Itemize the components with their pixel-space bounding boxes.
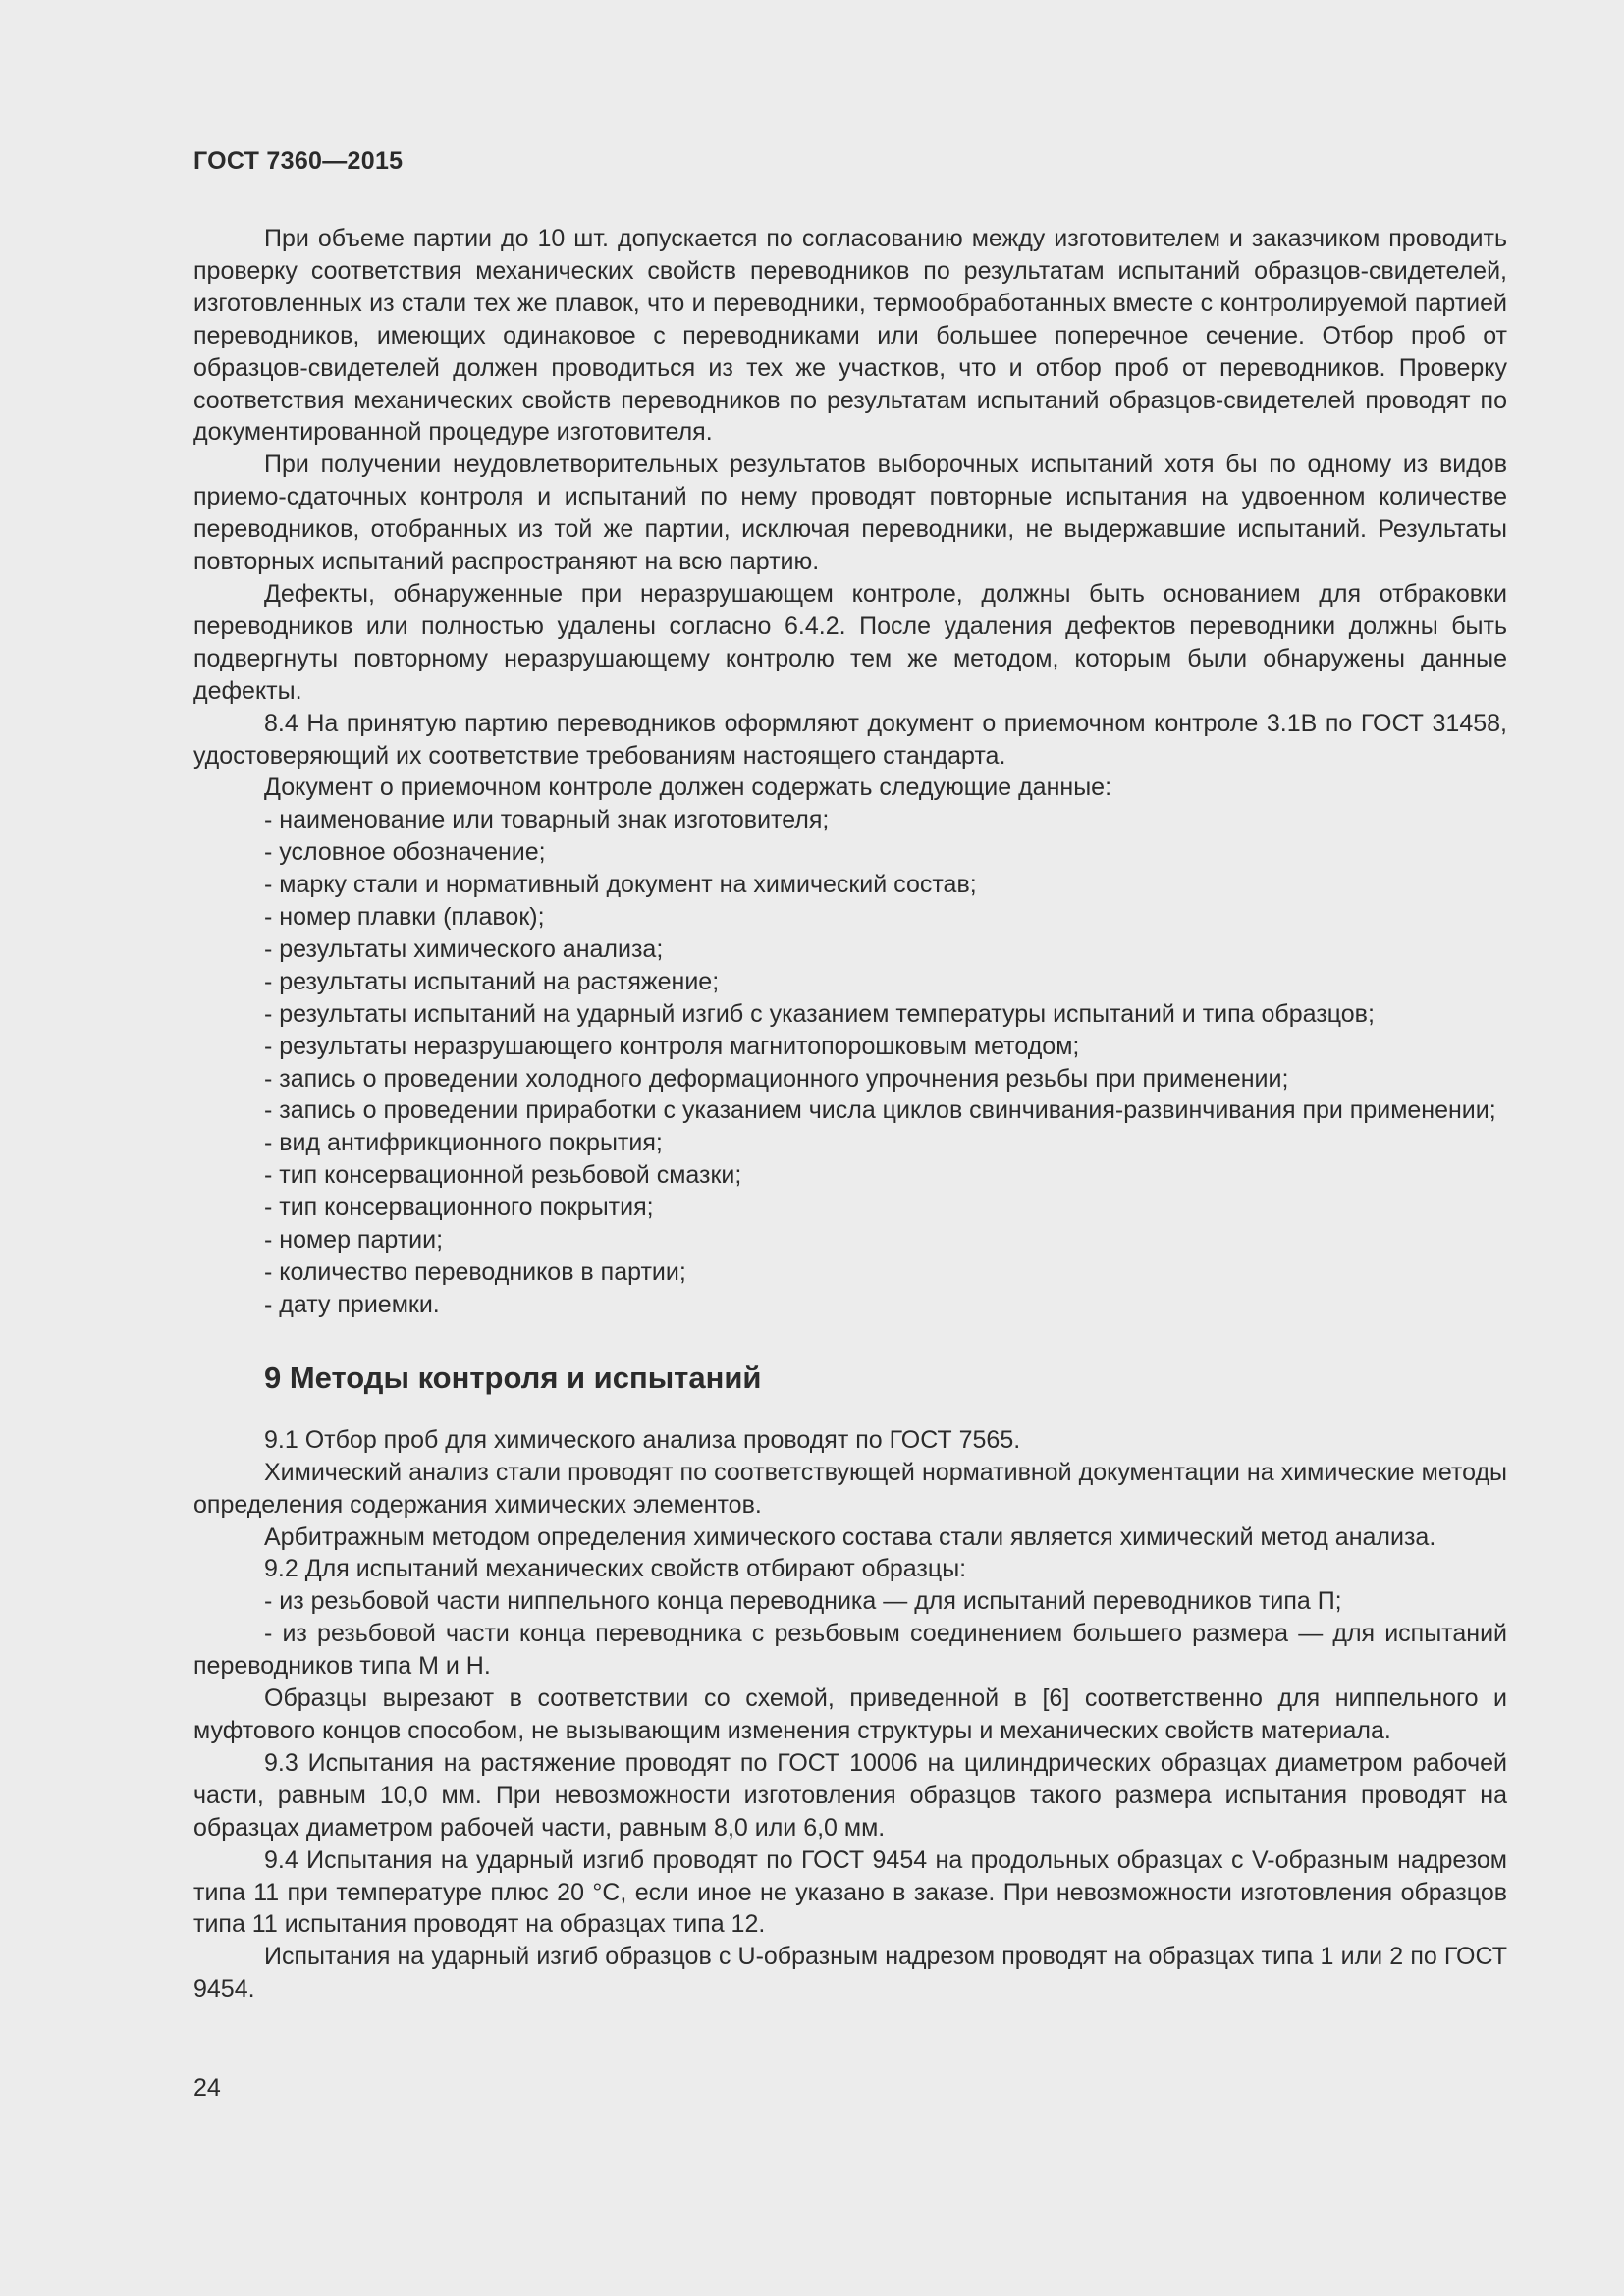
page-body xyxy=(193,223,1507,2005)
list-item: - из резьбовой части конца переводника с резьбовым соединением большего размера — для испытаний переводников типа М и Н. xyxy=(193,1620,1507,1681)
list-item: - марку стали и нормативный документ на химический состав; xyxy=(264,871,977,899)
list-item: - результаты неразрушающего контроля магнитопорошковым методом; xyxy=(264,1032,1080,1060)
page-number: 24 xyxy=(193,2074,221,2102)
paragraph-9-3: 9.3 Испытания на растяжение проводят по ГОСТ 10006 на цилиндрических образцах диаметром рабочей части, равным 10,0 мм. При невозможности изготовления образцов такого размера испытания проводят на образцах диаметром рабочей части, равным 8,0 или 6,0 мм. xyxy=(193,1748,1507,1842)
paragraph-9-2: 9.2 Для испытаний механических свойств отбирают образцы: xyxy=(264,1555,967,1583)
list-item: - результаты химического анализа; xyxy=(264,934,664,963)
list-item: - из резьбовой части ниппельного конца переводника — для испытаний переводников типа П; xyxy=(264,1587,1342,1616)
paragraph-witness-samples: При объеме партии до 10 шт. допускается по согласованию между изготовителем и заказчиком проводить проверку соответствия механических свойств переводников по результатам испытаний образцов-свидетелей, изготовленных из стали тех же плавок, что и переводники, термообработанных вместе с контролируемой партией переводников, имеющих одинаковое с переводниками или большее поперечное сечение. Отбор проб от образцов-свидетелей должен проводиться из тех же участков, что и отбор проб от переводников. Проверку соответствия механических свойств переводников по результатам испытаний образцов-свидетелей проводят по документированной процедуре изготовителя. xyxy=(193,225,1507,447)
paragraph-chemical-analysis: Химический анализ стали проводят по соответствующей нормативной документации на химические методы определения содержания химических элементов. xyxy=(193,1458,1507,1519)
list-item: - результаты испытаний на растяжение; xyxy=(264,967,720,995)
list-item: - запись о проведении приработки с указанием числа циклов свинчивания-развинчивания при применении; xyxy=(264,1096,1496,1125)
list-item: - тип консервационного покрытия; xyxy=(264,1194,654,1222)
list-item: - дату приемки. xyxy=(264,1290,440,1318)
paragraph-9-4: 9.4 Испытания на ударный изгиб проводят по ГОСТ 9454 на продольных образцах с V-образным надрезом типа 11 при температуре плюс 20 °C, если иное не указано в заказе. При невозможности изготовления образцов типа 11 испытания проводят на образцах типа 12. xyxy=(193,1845,1507,1939)
paragraph-sample-cutting: Образцы вырезают в соответствии со схемой, приведенной в [6] соответственно для ниппельного и муфтового концов способом, не вызывающим изменения структуры и механических свойств материала. xyxy=(193,1684,1507,1744)
paragraph-retest: При получении неудовлетворительных результатов выборочных испытаний хотя бы по одному из видов приемо-сдаточных контроля и испытаний по нему проводят повторные испытания на удвоенном количестве переводников, отобранных из той же партии, исключая переводники, не выдержавшие испытаний. Результаты повторных испытаний распространяют на всю партию. xyxy=(193,451,1507,576)
list-item: - номер плавки (плавок); xyxy=(264,903,545,932)
paragraph-arbitration-method: Арбитражным методом определения химического состава стали является химический метод анализа. xyxy=(264,1522,1436,1551)
section-9-heading: 9 Методы контроля и испытаний xyxy=(264,1360,762,1395)
list-item: - наименование или товарный знак изготовителя; xyxy=(264,806,830,834)
paragraph-8-4: 8.4 На принятую партию переводников оформляют документ о приемочном контроле 3.1В по ГОСТ 31458, удостоверяющий их соответствие требованиям настоящего стандарта. xyxy=(193,709,1507,770)
paragraph-defects: Дефекты, обнаруженные при неразрушающем контроле, должны быть основанием для отбраковки переводников или полностью удалены согласно 6.4.2. После удаления дефектов переводники должны быть подвергнуты повторному неразрушающему контролю тем же методом, которым были обнаружены данные дефекты. xyxy=(193,579,1507,705)
list-item: - тип консервационной резьбовой смазки; xyxy=(264,1161,742,1190)
list-item: - номер партии; xyxy=(264,1226,444,1255)
list-item: - запись о проведении холодного деформационного упрочнения резьбы при применении; xyxy=(264,1064,1289,1093)
paragraph-u-notch: Испытания на ударный изгиб образцов с U-образным надрезом проводят на образцах типа 1 или 2 по ГОСТ 9454. xyxy=(193,1943,1507,2003)
list-item: - вид антифрикционного покрытия; xyxy=(264,1129,663,1157)
paragraph-document-contents: Документ о приемочном контроле должен содержать следующие данные: xyxy=(264,774,1112,802)
document-header: ГОСТ 7360—2015 xyxy=(193,147,404,175)
list-item: - условное обозначение; xyxy=(264,838,546,867)
list-item: - количество переводников в партии; xyxy=(264,1258,686,1286)
paragraph-9-1: 9.1 Отбор проб для химического анализа проводят по ГОСТ 7565. xyxy=(264,1425,1021,1454)
list-item: - результаты испытаний на ударный изгиб с указанием температуры испытаний и типа образцов; xyxy=(264,999,1375,1028)
